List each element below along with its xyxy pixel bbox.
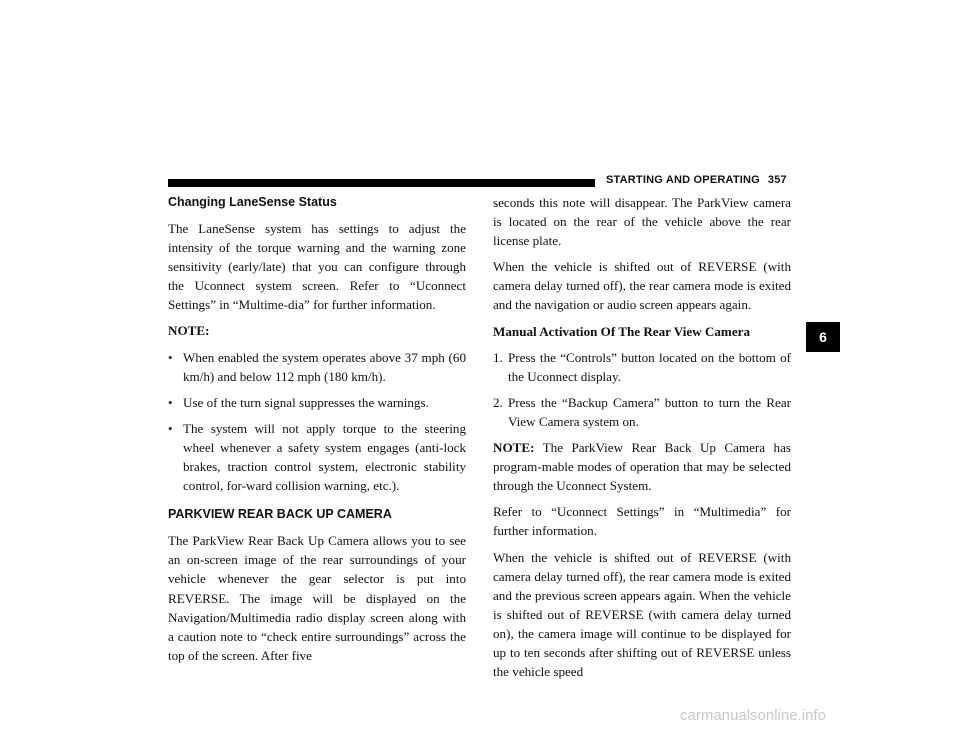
- paragraph: When the vehicle is shifted out of REVERSE (with camera delay turned off), the rear camera mode is exited and the previous screen appears again. When the vehicle is shifted out of REVERSE (with camera delay turned on), the camera image will continue to be displayed for up to ten seconds after shifting out of REVERSE unless the vehicle speed: [493, 549, 791, 680]
- bullet-icon: •: [168, 349, 173, 365]
- step-number: 1.: [493, 349, 503, 365]
- step-number: 2.: [493, 394, 503, 410]
- left-column: [168, 193, 466, 672]
- step-text: Press the “Controls” button located on the bottom of the Uconnect display.: [508, 349, 791, 384]
- right-column: [493, 193, 791, 688]
- list-item: [168, 419, 466, 495]
- section-title: STARTING AND OPERATING: [606, 174, 760, 186]
- list-item: [168, 348, 466, 386]
- list-item-text: When enabled the system operates above 37 mph (60 km/h) and below 112 mph (180 km/h).: [183, 349, 466, 384]
- list-item: [168, 393, 466, 412]
- running-header: [606, 174, 787, 186]
- header-rule: [168, 179, 595, 187]
- bullet-icon: •: [168, 394, 173, 410]
- page-number: 357: [767, 174, 787, 186]
- list-item: [493, 393, 791, 431]
- paragraph: The LaneSense system has settings to adjust the intensity of the torque warning and the warning zone sensitivity (early/late) that you can configure through the Uconnect system screen. Refer to “Uconnect Settings” in “Multime-dia” for further information.: [168, 221, 466, 313]
- note-label: NOTE:: [493, 440, 535, 456]
- chapter-tab: 6: [806, 322, 840, 352]
- subheading-manual-activation: Manual Activation Of The Rear View Camera: [493, 323, 751, 339]
- list-item-text: The system will not apply torque to the steering wheel whenever a safety system engages (anti-lock brakes, traction control system, electronic stability control, for-ward collision warning, etc.).: [183, 420, 466, 494]
- paragraph: Refer to “Uconnect Settings” in “Multimedia” for further information.: [493, 504, 791, 539]
- list-item: [493, 348, 791, 386]
- note-label: NOTE:: [168, 323, 210, 339]
- step-text: Press the “Backup Camera” button to turn the Rear View Camera system on.: [508, 394, 791, 429]
- list-item-text: Use of the turn signal suppresses the warnings.: [183, 394, 429, 410]
- watermark: carmanualsonline.info: [680, 707, 826, 724]
- section-heading-parkview: PARKVIEW REAR BACK UP CAMERA: [168, 507, 392, 522]
- paragraph: seconds this note will disappear. The ParkView camera is located on the rear of the vehicle above the rear license plate.: [493, 195, 791, 249]
- paragraph: When the vehicle is shifted out of REVERSE (with camera delay turned off), the rear camera mode is exited and the navigation or audio screen appears again.: [493, 259, 791, 313]
- note-paragraph: [493, 438, 791, 495]
- bullet-icon: •: [168, 420, 173, 436]
- note-text: The ParkView Rear Back Up Camera has program-mable modes of operation that may be selected through the Uconnect System.: [493, 440, 791, 494]
- section-heading-lanesense: Changing LaneSense Status: [168, 195, 337, 209]
- paragraph: The ParkView Rear Back Up Camera allows you to see an on-screen image of the rear surroundings of your vehicle whenever the gear selector is put into REVERSE. The image will be displayed on the Navigation/Multimedia radio display screen along with a caution note to “check entire surroundings” across the top of the screen. After five: [168, 533, 466, 663]
